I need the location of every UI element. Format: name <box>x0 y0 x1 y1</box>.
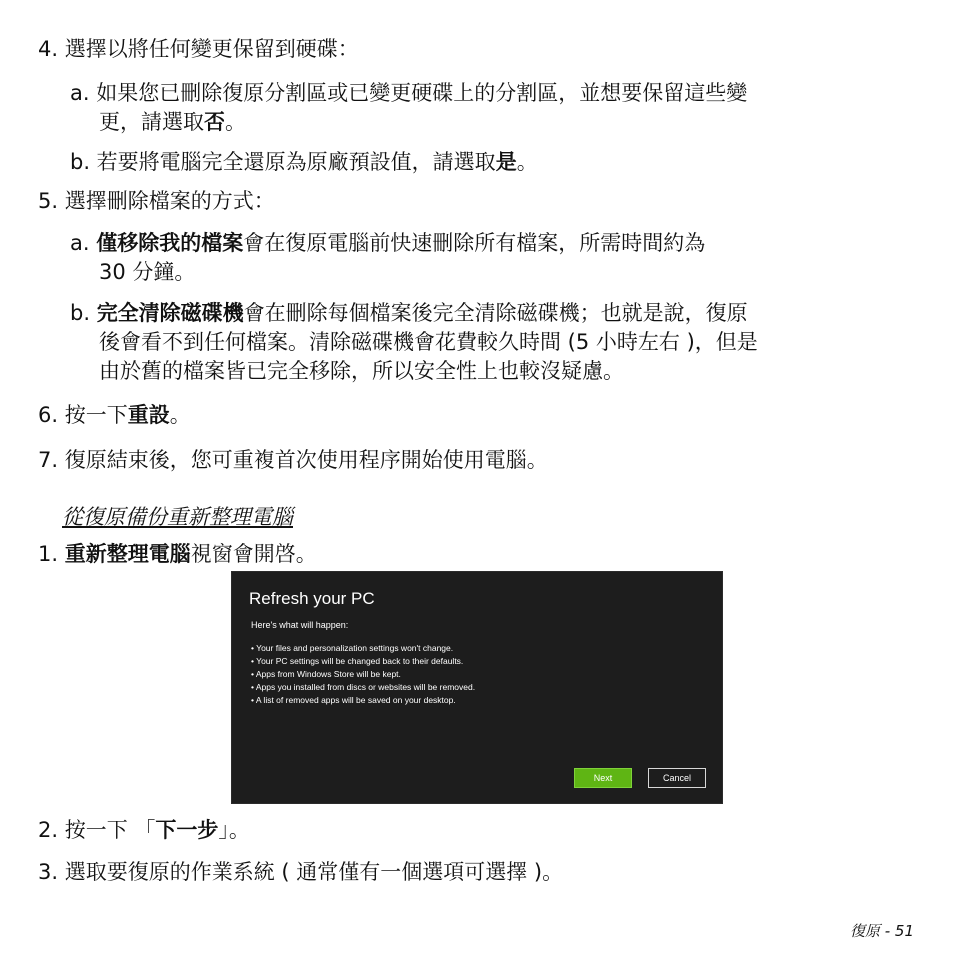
step-4b-line: b. 若要將電腦完全還原為原廠預設值，請選取是。 <box>70 150 538 174</box>
step-5b-line3: 由於舊的檔案皆已完全移除，所以安全性上也較沒疑慮。 <box>99 359 624 383</box>
step-4a-line2: 更，請選取否。 <box>99 110 246 134</box>
dialog-subtitle: Here's what will happen: <box>251 620 349 630</box>
refresh-pc-label: 重新整理電腦 <box>64 542 191 566</box>
option-no: 否 <box>204 110 225 134</box>
dialog-title: Refresh your PC <box>249 589 375 608</box>
section-heading: 從復原備份重新整理電腦 <box>62 505 293 529</box>
dialog-bullet-list <box>251 642 475 707</box>
dialog-bullet: • Your files and personalization settings won't change. <box>251 643 454 653</box>
reset-label: 重設 <box>127 403 170 427</box>
step-5a-line1: a. 僅移除我的檔案會在復原電腦前快速刪除所有檔案，所需時間約為 <box>70 231 706 255</box>
dialog-bullet: • Apps you installed from discs or websites will be removed. <box>251 682 476 692</box>
refresh-step-1-line: 1. 重新整理電腦視窗會開啓。 <box>38 542 317 566</box>
option-fully-clean-drive: 完全清除磁碟機 <box>96 301 244 325</box>
dialog-bullet: • A list of removed apps will be saved on your desktop. <box>251 695 456 705</box>
step-7-text: 7. 復原結束後，您可重複首次使用程序開始使用電腦。 <box>38 448 548 472</box>
cancel-button[interactable]: Cancel <box>648 768 706 788</box>
step-4a-line1: a. 如果您已刪除復原分割區或已變更硬碟上的分割區，並想要保留這些變 <box>70 81 748 105</box>
refresh-pc-dialog <box>231 571 723 804</box>
next-button[interactable]: Next <box>574 768 632 788</box>
refresh-step-2-line: 2. 按一下 「下一步」。 <box>38 818 250 842</box>
step-6-line: 6. 按一下重設。 <box>38 403 191 427</box>
step-5b-line2: 後會看不到任何檔案。清除磁碟機會花費較久時間 (5 小時左右 )，但是 <box>99 330 758 354</box>
step-5a-line2: 30 分鐘。 <box>99 260 196 284</box>
refresh-step-3-text: 3. 選取要復原的作業系統 ( 通常僅有一個選項可選擇 )。 <box>38 860 564 884</box>
dialog-bullet: • Your PC settings will be changed back to their defaults. <box>251 656 464 666</box>
step-5b-line1: b. 完全清除磁碟機會在刪除每個檔案後完全清除磁碟機；也就是說，復原 <box>70 301 748 325</box>
step-4-text: 4. 選擇以將任何變更保留到硬碟： <box>38 37 359 61</box>
page-footer: 復原 - 51 <box>849 922 914 940</box>
step-5-text: 5. 選擇刪除檔案的方式： <box>38 189 275 213</box>
option-remove-my-files: 僅移除我的檔案 <box>96 231 244 255</box>
dialog-bullet: • Apps from Windows Store will be kept. <box>251 669 401 679</box>
option-yes: 是 <box>495 150 517 174</box>
next-step-label: 下一步 <box>155 818 219 842</box>
